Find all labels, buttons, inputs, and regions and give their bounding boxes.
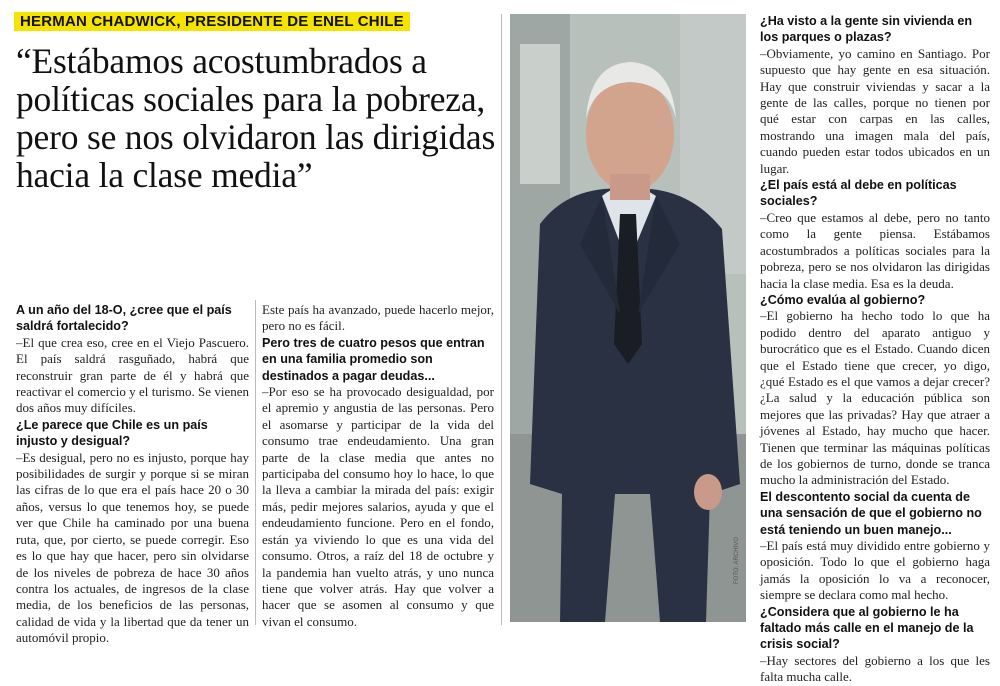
interview-question: El descontento social da cuenta de una sensación de que el gobierno no está teniendo un buen manejo... (760, 489, 982, 537)
interview-answer: –El gobierno ha hecho todo lo que ha podido dentro del aparato antiguo y burocrático que es el Estado. Cuando dicen que el Estado tiene que crecer, yo digo, ¿qué Estado es el que vamos a dejar crecer? ¿La salud y la educación pública son mejores que las privadas? Hay que atraer a jóvenes al Estado, hay mucho que hacer. Tienen que terminar las máquinas políticas de los gobiernos de turno, donde se tranca mucho la administración del Estado. (760, 308, 990, 488)
interview-question: A un año del 18-O, ¿cree que el país saldrá fortalecido? (16, 303, 232, 334)
column-divider (501, 14, 502, 625)
interview-question: ¿Ha visto a la gente sin vivienda en los parques o plazas? (760, 14, 973, 45)
column-divider (255, 300, 256, 625)
interview-answer: –Hay sectores del gobierno a los que les falta mucha calle. (760, 652, 990, 685)
article-column-2 (262, 302, 494, 630)
interview-question: ¿El país está al debe en políticas sociales? (760, 178, 957, 209)
interview-answer: –El que crea eso, cree en el Viejo Pascuero. El país saldrá rasguñado, habrá que reconstruir gran parte de él y habrá que reactivar el comercio y el turismo. Se vienen dos años muy difíciles. (16, 334, 249, 416)
interview-answer: –El país está muy dividido entre gobierno y oposición. Todo lo que el gobierno haga jamás la oposición lo va a reconocer, siempre se declara como mal hecho. (760, 538, 990, 603)
portrait-illustration (510, 14, 746, 622)
kicker-label: HERMAN CHADWICK, PRESIDENTE DE ENEL CHILE (14, 12, 410, 31)
article-column-3 (760, 13, 990, 686)
article-column-1 (16, 302, 249, 647)
portrait-photo (510, 14, 746, 622)
interview-answer: –Obviamente, yo camino en Santiago. Por supuesto que hay gente en esa situación. Hay que construir viviendas y sacar a la gente de las calles, porque no tienen por qué estar con carpas en las calles, mostrando una imagen mala del país, cuando pueden estar todos ubicados en un lugar. (760, 45, 990, 176)
interview-question: Pero tres de cuatro pesos que entran en una familia promedio son destinados a pagar deudas... (262, 335, 485, 383)
interview-answer: –Es desigual, pero no es injusto, porque hay posibilidades de surgir y porque si se miran las cifras de lo que era el país hace 20 o 30 años, versus lo que tenemos hoy, se puede ver que Chile ha caminado por una buena ruta, que, por cierto, se puede corregir. Eso es lo que hay que hacer, pero sin olvidarse de los niveles de pobreza de hace 30 años contra los actuales, de ingresos de la clase media, de los beneficios de las personas, calidad de vida y la libertad que da tener un automóvil propio. (16, 449, 249, 646)
interview-answer: –Por eso se ha provocado desigualdad, por el apremio y angustia de las personas. Pero el asomarse y participar de la vida del consumo trae endeudamiento. Una gran parte de la clase media que antes no participaba del consumo hoy lo hace, lo que la lleva a cambiar la mirada del país: exigir más, pedir mejores salarios, ayuda y que el endeudamiento funcione. Pero en el fondo, están ya viviendo lo que es una vida del consumo. Otros, a raíz del 18 de octubre y la pandemia han vuelto atrás, y uno nunca tiene que volver atrás. Hay que volver a hacer que se asomen al consumo y que vivan el consumo. (262, 384, 494, 629)
interview-question: ¿Considera que al gobierno le ha faltado más calle en el manejo de la crisis social? (760, 604, 974, 652)
interview-question: ¿Cómo evalúa al gobierno? (760, 292, 926, 307)
photo-credit: FOTO: ARCHIVO (734, 537, 740, 584)
interview-answer: –Creo que estamos al debe, pero no tanto como la gente piensa. Estábamos acostumbrados a políticas sociales para la pobreza, pero se nos olvidaron las dirigidas hacia la clase media. Esa es la deuda. (760, 209, 990, 291)
interview-question: ¿Le parece que Chile es un país injusto y desigual? (16, 417, 208, 449)
headline: “Estábamos acostumbrados a políticas sociales para la pobreza, pero se nos olvidaron las dirigidas hacia la clase media” (16, 41, 496, 195)
interview-answer: Este país ha avanzado, puede hacerlo mejor, pero no es fácil. (262, 302, 494, 334)
